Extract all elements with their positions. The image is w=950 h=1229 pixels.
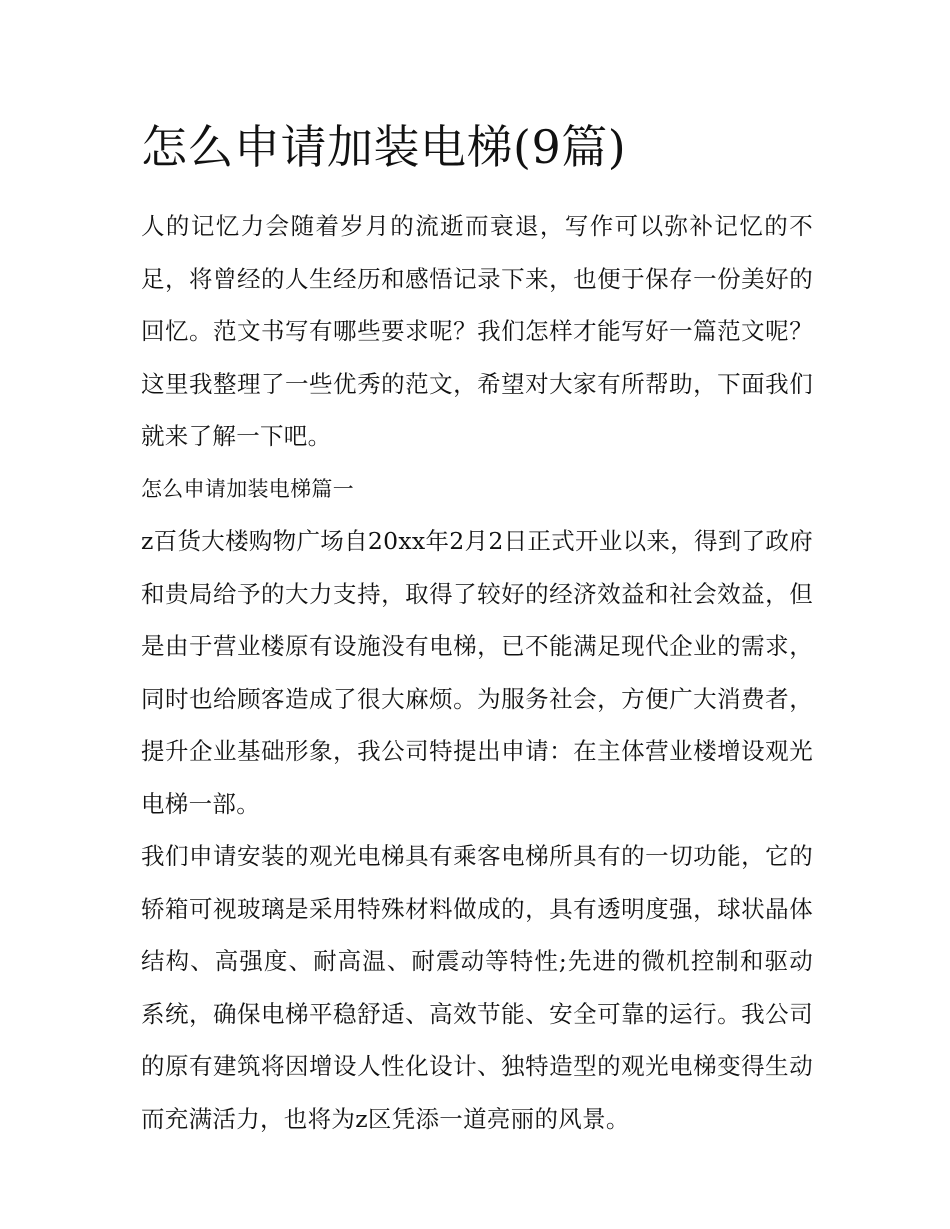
document-body	[141, 112, 813, 1145]
section-heading: 怎么申请加装电梯篇一	[141, 476, 354, 501]
intro-paragraph: 人的记忆力会随着岁月的流逝而衰退，写作可以弥补记忆的不足，将曾经的人生经历和感悟记录下来，也便于保存一份美好的回忆。范文书写有哪些要求呢？我们怎样才能写好一篇范文呢？这里我整理了一些优秀的范文，希望对大家有所帮助，下面我们就来了解一下吧。	[141, 212, 813, 450]
body-paragraph-1: z百货大楼购物广场自20xx年2月2日正式开业以来，得到了政府和贵局给予的大力支持，取得了较好的经济效益和社会效益，但是由于营业楼原有设施没有电梯，已不能满足现代企业的需求，同时也给顾客造成了很大麻烦。为服务社会，方便广大消费者，提升企业基础形象，我公司特提出申请：在主体营业楼增设观光电梯一部。	[141, 527, 813, 818]
document-title: 怎么申请加装电梯(9篇)	[141, 120, 627, 174]
body-paragraph-2: 我们申请安装的观光电梯具有乘客电梯所具有的一切功能，它的轿箱可视玻璃是采用特殊材料做成的，具有透明度强，球状晶体结构、高强度、耐高温、耐震动等特性;先进的微机控制和驱动系统，确保电梯平稳舒适、高效节能、安全可靠的运行。我公司的原有建筑将因增设人性化设计、独特造型的观光电梯变得生动而充满活力，也将为z区凭添一道亮丽的风景。	[141, 842, 813, 1133]
